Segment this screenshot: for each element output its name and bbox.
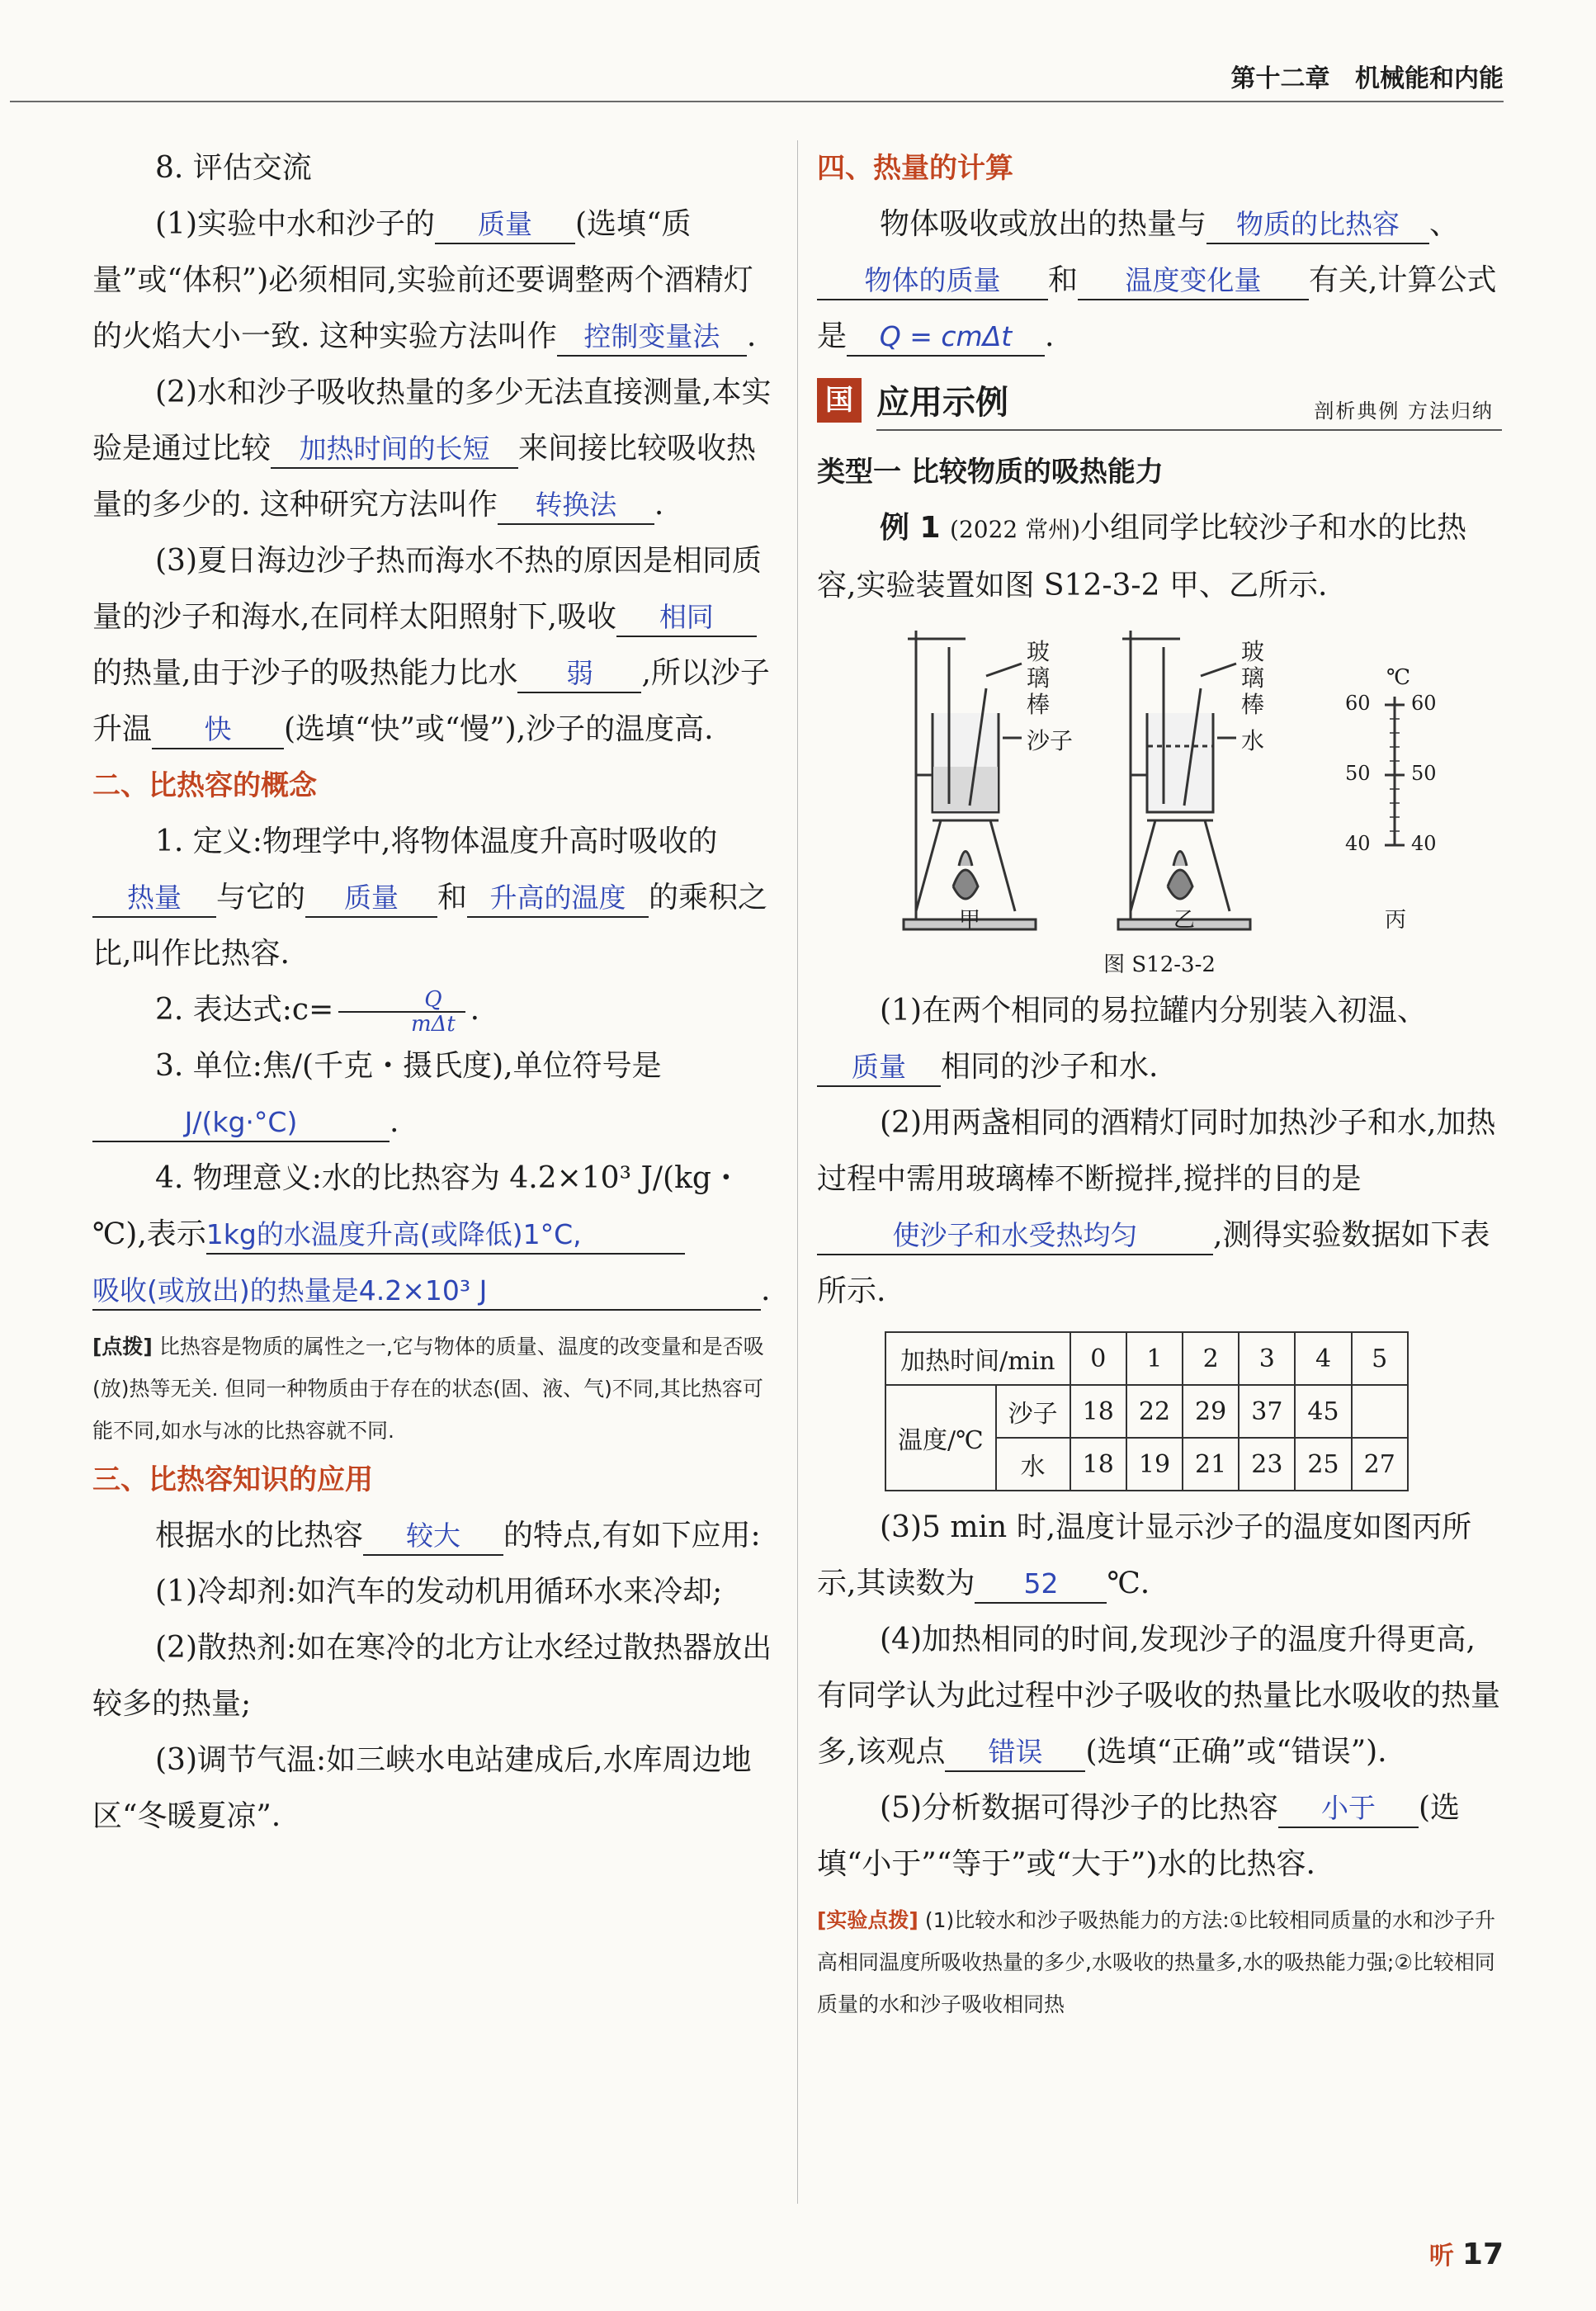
r1-text-a: (1)在两个相同的易拉罐内分别装入初温、 — [880, 994, 1427, 1028]
page-number: 17 — [1461, 2238, 1504, 2271]
def-text-a: 1. 定义:物理学中,将物体温度升高时吸收的 — [155, 825, 718, 858]
table-cell: 37 — [1239, 1385, 1295, 1438]
expression: 2. 表达式:c= $\frac{Q}{\text{mΔt}}$ . — [155, 987, 480, 1037]
def-answer-2: 质量 — [305, 880, 437, 918]
apparatus-illustration — [817, 614, 1502, 944]
expr-denominator: mΔt — [410, 1012, 456, 1037]
meaning-text: 4. 物理意义:水的比热容为 4.2×10³ J/(kg・℃),表示 — [92, 1161, 741, 1251]
question-1: (1)实验中水和沙子的 质量 (选填“质量”或“体积”)必须相同,实验前还要调整两个酒精灯的火焰大小一致. 这种实验方法叫作 控制变量法 . — [92, 196, 782, 365]
experiment-figure — [817, 614, 1502, 944]
heat-calculation: 物体吸收或放出的热量与 物质的比热容 、物体的质量 和 温度变化量 有关,计算公式是 Q = cmΔt . — [817, 196, 1502, 365]
calc-text-b: 、 — [1429, 207, 1460, 241]
table-cell: 19 — [1126, 1438, 1183, 1491]
r-question-3 — [817, 1500, 1502, 1612]
q1-answer-2: 控制变量法 — [557, 319, 747, 357]
chapter-header — [1231, 58, 1504, 94]
table-cell: 18 — [1070, 1385, 1126, 1438]
r-question-2 — [817, 1095, 1502, 1320]
tip-note — [92, 1326, 782, 1452]
meaning-answer-1: 1kg的水温度升高(或降低)1°C, — [206, 1217, 685, 1255]
expr-fraction — [338, 988, 465, 1036]
label-glass-rod-b: 玻璃棒 — [1241, 638, 1265, 718]
tick-50-right: 50 — [1411, 762, 1437, 785]
r5-text-b: (选填“小于”“等于”或“大于”)水的比热容. — [817, 1791, 1461, 1881]
expr-numerator: Q — [338, 988, 465, 1013]
label-glass-rod-a: 玻璃棒 — [1027, 638, 1051, 718]
example-1 — [817, 500, 1502, 614]
calc-text-a: 物体吸收或放出的热量与 — [880, 207, 1207, 241]
tick-60-right: 60 — [1411, 692, 1437, 715]
table-row — [885, 1332, 1408, 1385]
def-text-b: 与它的 — [216, 881, 306, 914]
type-1-heading: 类型一 比较物质的吸热能力 — [817, 456, 1164, 489]
banner-title: 应用示例 — [876, 384, 1008, 422]
q1-answer: 质量 — [435, 206, 575, 244]
tick-40-right: 40 — [1411, 832, 1437, 855]
table-cell: 3 — [1239, 1332, 1295, 1385]
example-label: 例 1 — [880, 511, 941, 545]
q3-text-c: ,所以沙子升温 — [92, 656, 770, 746]
data-table — [885, 1331, 1409, 1491]
r1-text-b: 相同的沙子和水. — [941, 1050, 1159, 1084]
tip-text: 比热容是物质的属性之一,它与物体的质量、温度的改变量和是否吸(放)热等无关. 但同一种物质由于存在的状态(固、液、气)不同,其比热容可能不同,如水与冰的比热容就不同. — [92, 1335, 764, 1443]
definition — [92, 814, 782, 982]
header-rule — [10, 101, 1504, 102]
chapter-number: 第十二章 — [1230, 64, 1330, 93]
r2-answer: 使沙子和水受热均匀 — [817, 1217, 1213, 1255]
table-header-temp: 温度/℃ — [885, 1385, 996, 1491]
chapter-title: 机械能和内能 — [1355, 64, 1504, 93]
page-footer — [1429, 2235, 1504, 2271]
question-3 — [92, 533, 782, 758]
table-label-sand: 沙子 — [996, 1385, 1070, 1438]
left-column — [92, 140, 782, 1845]
right-column — [817, 140, 1502, 2025]
r3-text-a: (3)5 min 时,温度计显示沙子的温度如图丙所示,其读数为 — [817, 1510, 1472, 1600]
table-cell: 22 — [1126, 1385, 1183, 1438]
def-text-d: 的乘积之比,叫作比热容. — [92, 881, 768, 971]
application-banner — [817, 370, 1502, 437]
r4-text-a: (4)加热相同的时间,发现沙子的温度升得更高,有同学认为此过程中沙子吸收的热量比水吸收的热量多,该观点 — [817, 1623, 1501, 1769]
q1-text-b: (选填“质量”或“体积”)必须相同,实验前还要调整两个酒精灯的火焰大小一致. 这种实验方法叫作 — [92, 207, 753, 353]
def-answer-1: 热量 — [92, 880, 216, 918]
tick-50-left: 50 — [1345, 762, 1371, 785]
unit: 3. 单位:焦/(千克・摄氏度),单位符号是J/(kg·°C) . — [92, 1038, 782, 1151]
unit-text: 3. 单位:焦/(千克・摄氏度),单位符号是 — [155, 1049, 662, 1083]
table-label-water: 水 — [996, 1438, 1070, 1491]
table-cell: 29 — [1183, 1385, 1239, 1438]
experiment-tip-text: (1)比较水和沙子吸热能力的方法:①比较相同质量的水和沙子升高相同温度所吸收热量的多少,水吸收的热量多,水的吸热能力强;②比较相同质量的水和沙子吸收相同热 — [817, 1908, 1496, 2016]
calc-text-c: 和 — [1048, 263, 1079, 297]
application-3: (3)调节气温:如三峡水电站建成后,水库周边地区“冬暖夏凉”. — [92, 1743, 752, 1833]
r2-text-a: (2)用两盏相同的酒精灯同时加热沙子和水,加热过程中需用玻璃棒不断搅拌,搅拌的目的是 — [817, 1106, 1496, 1196]
experiment-tip — [817, 1899, 1502, 2025]
calc-answer-4: Q = cmΔt — [847, 319, 1045, 357]
q3-answer-2: 弱 — [517, 655, 641, 693]
figure-caption: 图 S12-3-2 — [1103, 952, 1216, 977]
label-celsius: ℃ — [1386, 665, 1411, 690]
label-water: 水 — [1241, 727, 1265, 754]
q2-answer: 加热时间的长短 — [271, 431, 518, 469]
table-cell: 0 — [1070, 1332, 1126, 1385]
r3-text-b: ℃. — [1107, 1567, 1150, 1600]
table-cell: 27 — [1352, 1438, 1408, 1491]
table-cell — [1352, 1385, 1408, 1438]
tick-60-left: 60 — [1345, 692, 1371, 715]
app-text-a: 根据水的比热容 — [155, 1519, 364, 1552]
table-row — [885, 1385, 1408, 1438]
q2-text-a: (2)水和沙子吸收热量的多少无法直接测量,本实验是通过比较 — [92, 376, 772, 466]
tip-label: [点拨] — [92, 1335, 153, 1359]
label-bing: 丙 — [1385, 908, 1407, 933]
section-2-heading: 二、比热容的概念 — [92, 769, 317, 802]
q2-text-b: 来间接比较吸收热量的多少的. 这种研究方法叫作 — [92, 432, 757, 522]
def-text-c: 和 — [437, 881, 468, 914]
calc-answer-1: 物质的比热容 — [1206, 206, 1429, 244]
banner-subtitle: 剖析典例 方法归纳 — [1314, 399, 1494, 423]
question-2: (2)水和沙子吸收热量的多少无法直接测量,本实验是通过比较 加热时间的长短 来间接比较吸收热量的多少的. 这种研究方法叫作 转换法 . — [92, 365, 782, 533]
r5-answer: 小于 — [1278, 1790, 1419, 1828]
banner-rule — [876, 429, 1502, 431]
q3-text-b: 的热量,由于沙子的吸热能力比水 — [92, 656, 518, 690]
r-question-4 — [817, 1612, 1502, 1780]
q3-answer-1: 相同 — [616, 599, 757, 637]
label-yi: 乙 — [1173, 908, 1196, 933]
physical-meaning: 4. 物理意义:水的比热容为 4.2×10³ J/(kg・℃),表示1kg的水温度升高(或降低)1°C,吸收(或放出)的热量是4.2×10³ J . — [92, 1151, 782, 1319]
example-text: 小组同学比较沙子和水的比热容,实验装置如图 S12-3-2 甲、乙所示. — [817, 511, 1467, 603]
expr-text: 2. 表达式:c= — [155, 993, 334, 1027]
q1-text-a: (1)实验中水和沙子的 — [155, 207, 435, 241]
q3-text-a: (3)夏日海边沙子热而海水不热的原因是相同质量的沙子和海水,在同样太阳照射下,吸收 — [92, 544, 762, 634]
listen-label: 听 — [1428, 2242, 1454, 2271]
label-jia: 甲 — [959, 908, 981, 933]
table-cell: 5 — [1352, 1332, 1408, 1385]
calc-answer-2: 物体的质量 — [817, 262, 1048, 300]
application-intro — [92, 1508, 782, 1564]
meaning-answer-2: 吸收(或放出)的热量是4.2×10³ J — [92, 1273, 761, 1311]
tick-40-left: 40 — [1345, 832, 1371, 855]
banner-icon: 国 — [817, 378, 862, 423]
q3-answer-3: 快 — [152, 711, 284, 749]
unit-answer: J/(kg·°C) — [92, 1104, 390, 1142]
table-cell: 1 — [1126, 1332, 1183, 1385]
table-cell: 45 — [1295, 1385, 1351, 1438]
table-cell: 2 — [1183, 1332, 1239, 1385]
section-4-heading: 四、热量的计算 — [817, 152, 1013, 185]
experiment-tip-label: [实验点拨] — [817, 1908, 918, 1932]
r3-answer: 52 — [975, 1566, 1107, 1604]
calc-answer-3: 温度变化量 — [1078, 262, 1309, 300]
calc-text-d: 有关,计算公式是 — [817, 263, 1497, 353]
app-answer: 较大 — [363, 1518, 503, 1556]
section-8-title: 8. 评估交流 — [155, 151, 312, 185]
application-1: (1)冷却剂:如汽车的发动机用循环水来冷却; — [155, 1575, 723, 1609]
example-source: (2022 常州) — [950, 516, 1081, 543]
table-cell: 4 — [1295, 1332, 1351, 1385]
section-3-heading: 三、比热容知识的应用 — [92, 1463, 373, 1496]
table-cell: 25 — [1295, 1438, 1351, 1491]
table-cell: 21 — [1183, 1438, 1239, 1491]
r4-text-b: (选填“正确”或“错误”). — [1085, 1735, 1387, 1769]
label-sand: 沙子 — [1027, 727, 1074, 754]
table-header-time: 加热时间/min — [885, 1332, 1070, 1385]
r5-text-a: (5)分析数据可得沙子的比热容 — [880, 1791, 1278, 1825]
q2-answer-2: 转换法 — [498, 487, 654, 525]
r-question-5 — [817, 1780, 1502, 1893]
application-2: (2)散热剂:如在寒冷的北方让水经过散热器放出较多的热量; — [92, 1631, 772, 1721]
app-text-b: 的特点,有如下应用: — [503, 1519, 761, 1552]
r1-answer: 质量 — [817, 1049, 941, 1087]
r4-answer: 错误 — [945, 1734, 1085, 1772]
def-answer-3: 升高的温度 — [467, 880, 649, 918]
r-question-1 — [817, 983, 1502, 1095]
table-cell: 18 — [1070, 1438, 1126, 1491]
table-cell: 23 — [1239, 1438, 1295, 1491]
q3-text-d: (选填“快”或“慢”),沙子的温度高. — [284, 712, 714, 746]
r2-text-b: ,测得实验数据如下表所示. — [817, 1218, 1490, 1308]
column-divider — [797, 140, 798, 2204]
